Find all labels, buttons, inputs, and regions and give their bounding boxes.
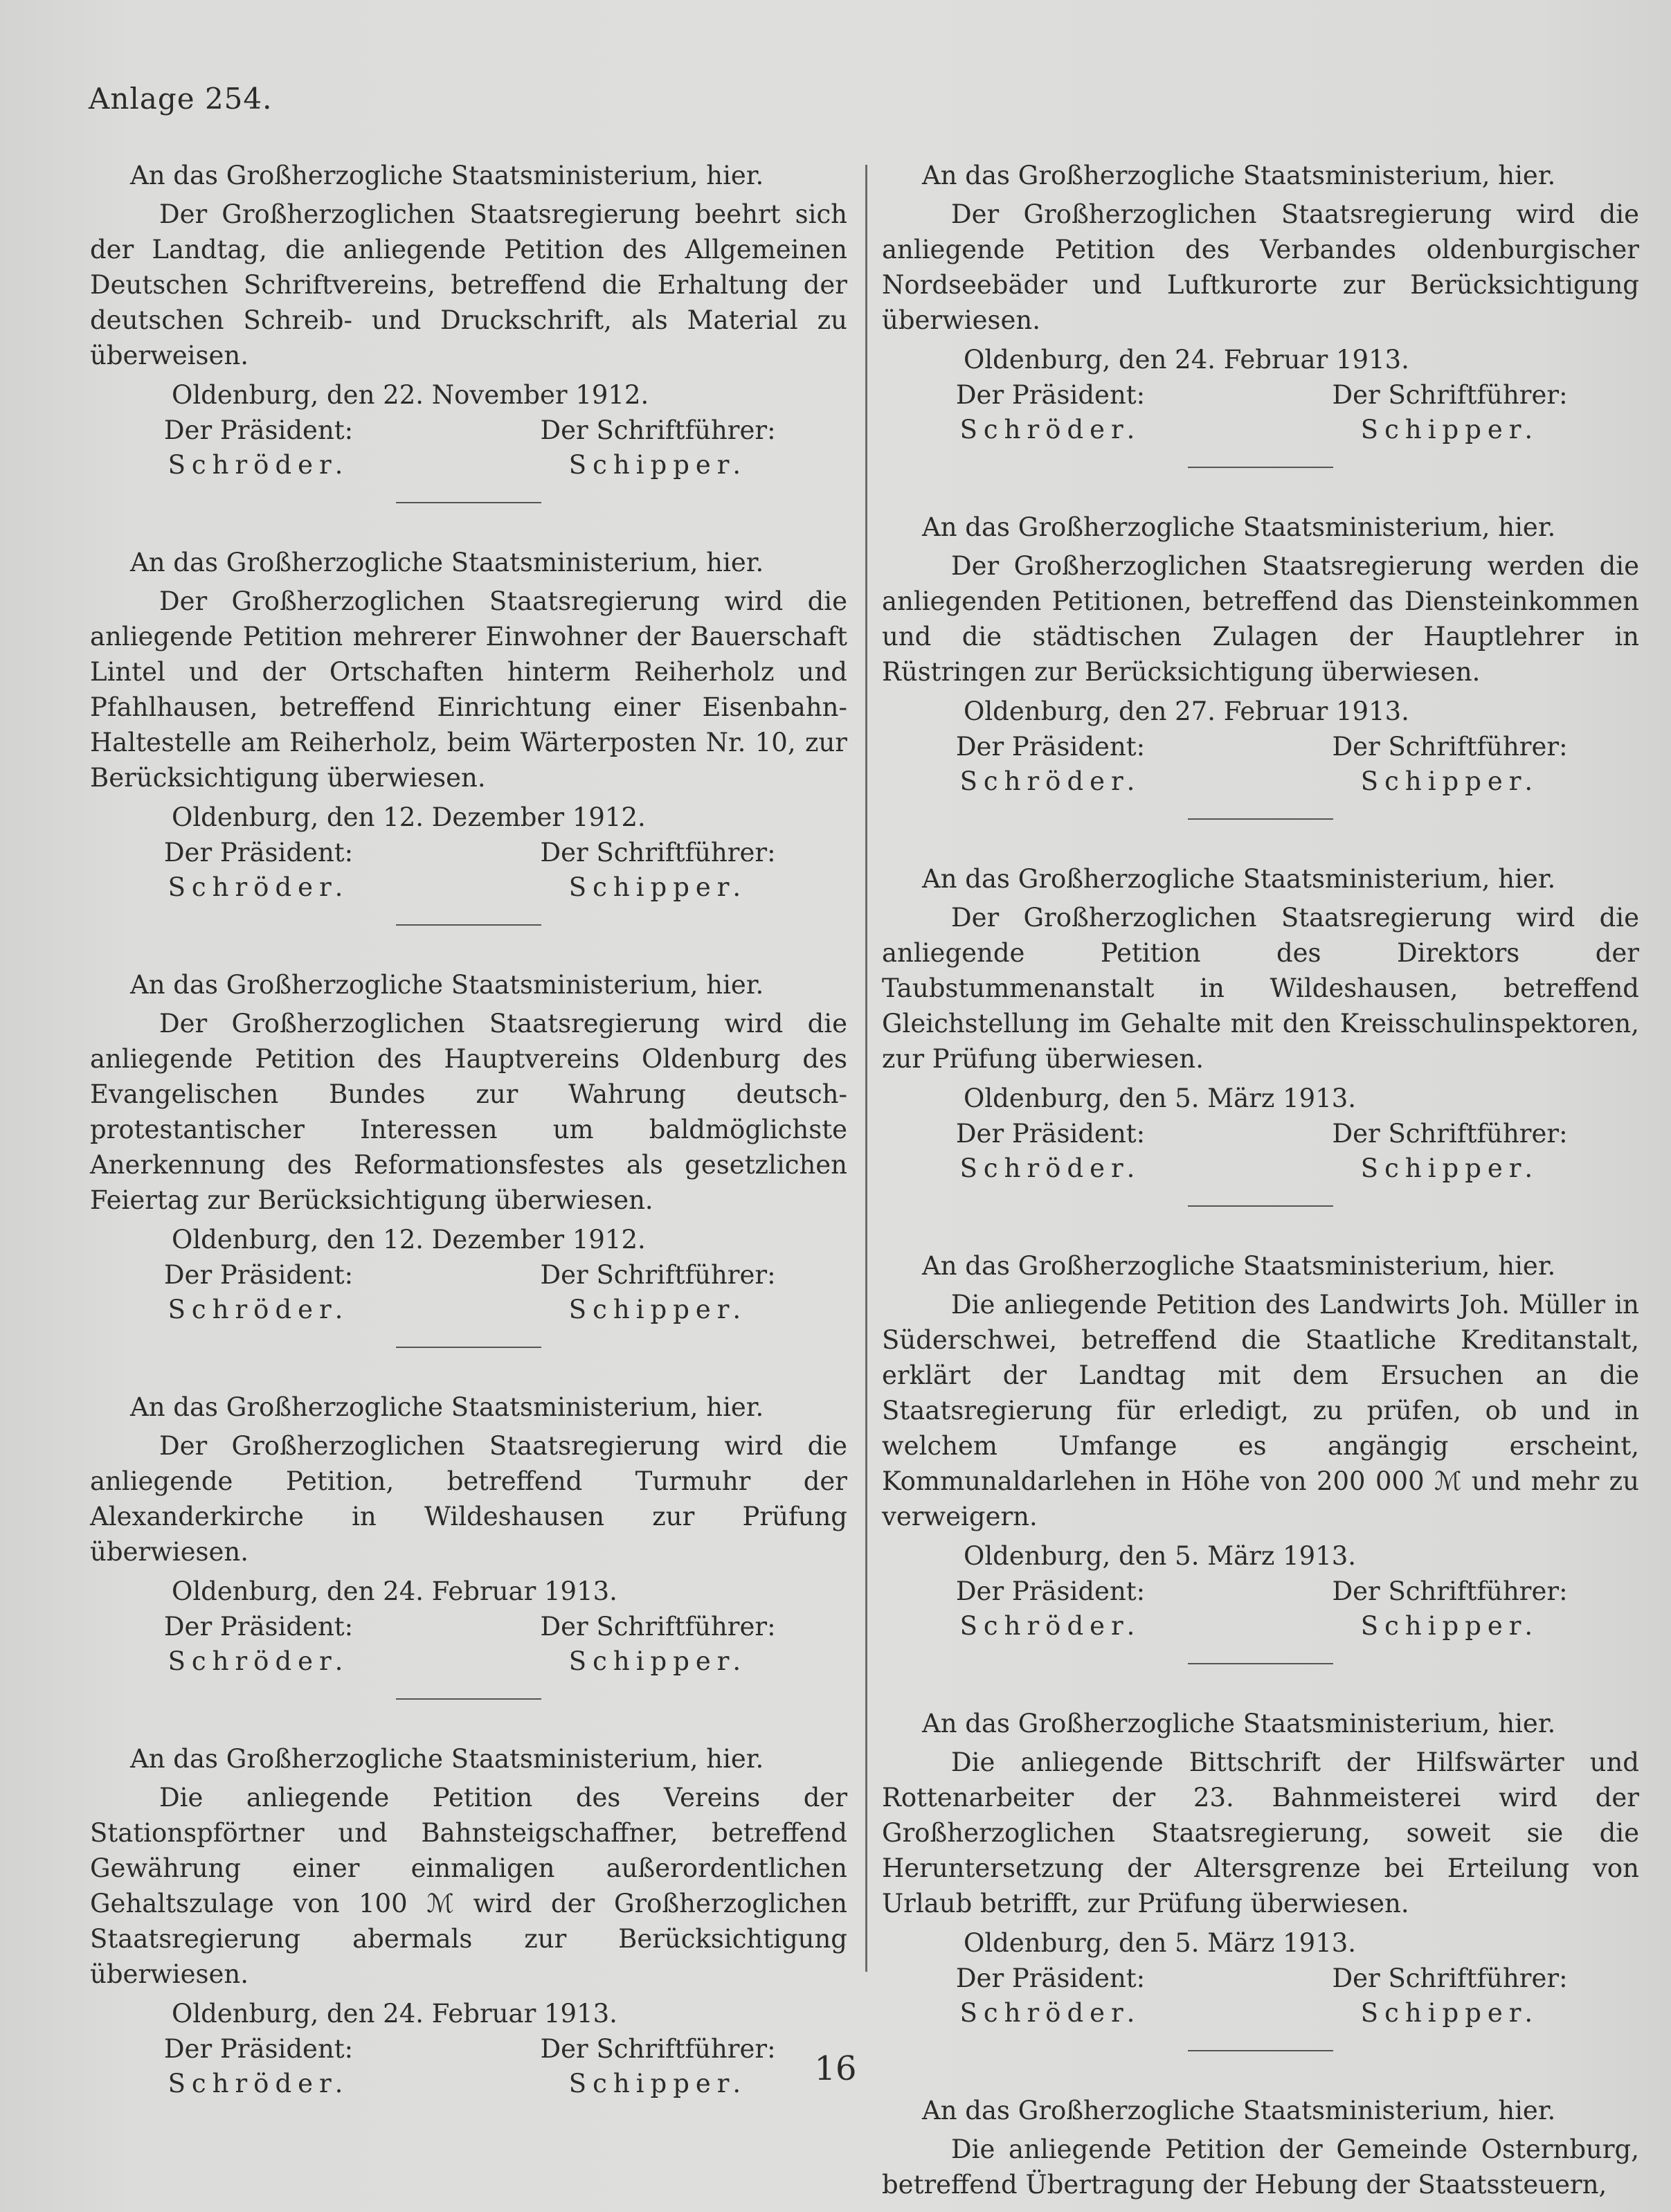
secretary-label: Der Schriftführer: xyxy=(1332,1963,1568,1993)
entry-date: Oldenburg, den 5. März 1913. xyxy=(964,1083,1357,1113)
entry-date: Oldenburg, den 5. März 1913. xyxy=(964,1541,1357,1571)
entry-date: Oldenburg, den 12. Dezember 1912. xyxy=(172,802,646,832)
signature-block xyxy=(882,1574,1639,1644)
secretary-label: Der Schriftführer: xyxy=(1332,1576,1568,1606)
entry-body: Die anliegende Petition des Landwirts Joh. Müller in Süderschwei, betreffend die Staatliche Kreditanstalt, erklärt der Landtag mit dem Ersuchen an die Staatsregierung für erledigt, zu prüfen, ob und in welchem Umfange es angängig erscheint, Kommunaldarlehen in Höhe von 200 000 ℳ und mehr zu verweigern. xyxy=(882,1290,1639,1531)
secretary-name: Schipper. xyxy=(1360,1611,1539,1641)
signature-block xyxy=(882,1117,1639,1186)
petition-entry xyxy=(882,1706,1639,2051)
entry-date: Oldenburg, den 24. Februar 1913. xyxy=(964,345,1409,375)
entry-separator xyxy=(396,1698,541,1700)
president-label: Der Präsident: xyxy=(163,1612,354,1642)
entry-body: Die anliegende Petition des Vereins der Stationspförtner und Bahnsteigschaffner, betreffend Gewährung einer einmaligen außerordentlichen Gehaltszulage von 100 ℳ wird der Großherzoglichen Staatsregierung abermals zur Berücksichtigung überwiesen. xyxy=(90,1783,847,1989)
entry-heading: An das Großherzogliche Staatsministerium, hier. xyxy=(922,512,1556,542)
president-label: Der Präsident: xyxy=(955,732,1146,762)
president-name: Schröder. xyxy=(168,1295,350,1324)
entry-heading: An das Großherzogliche Staatsministerium, hier. xyxy=(922,864,1556,894)
secretary-name: Schipper. xyxy=(1360,415,1539,444)
president-label: Der Präsident: xyxy=(955,1119,1146,1149)
secretary-name: Schipper. xyxy=(1360,1998,1539,2028)
column-divider xyxy=(865,165,867,1972)
secretary-name: Schipper. xyxy=(568,1646,748,1676)
president-signature xyxy=(882,1961,1261,2031)
annex-label: Anlage 254. xyxy=(89,82,273,116)
president-signature xyxy=(90,1610,469,1679)
petition-entry xyxy=(90,1390,847,1700)
signature-block xyxy=(90,836,847,905)
entry-heading: An das Großherzogliche Staatsministerium, hier. xyxy=(130,1744,764,1774)
entry-separator xyxy=(396,502,541,503)
president-label: Der Präsident: xyxy=(955,1963,1146,1993)
left-column xyxy=(90,158,847,2101)
president-name: Schröder. xyxy=(959,1611,1141,1641)
signature-block xyxy=(882,730,1639,799)
entry-heading: An das Großherzogliche Staatsministerium, hier. xyxy=(922,1709,1556,1738)
petition-entry xyxy=(882,2093,1639,2202)
secretary-signature xyxy=(469,1258,847,1327)
secretary-name: Schipper. xyxy=(568,450,748,480)
president-signature xyxy=(882,730,1261,799)
entry-heading: An das Großherzogliche Staatsministerium, hier. xyxy=(130,970,764,1000)
president-name: Schröder. xyxy=(168,450,350,480)
entry-date: Oldenburg, den 22. November 1912. xyxy=(172,380,649,410)
secretary-name: Schipper. xyxy=(568,872,748,902)
petition-entry xyxy=(882,861,1639,1207)
entry-heading: An das Großherzogliche Staatsministerium, hier. xyxy=(922,161,1556,190)
entry-heading: An das Großherzogliche Staatsministerium, hier. xyxy=(922,2096,1556,2125)
entry-date: Oldenburg, den 24. Februar 1913. xyxy=(172,1576,617,1606)
entry-separator xyxy=(396,1347,541,1348)
president-signature xyxy=(90,413,469,483)
president-name: Schröder. xyxy=(959,415,1141,444)
secretary-signature xyxy=(469,836,847,905)
entry-body: Der Großherzoglichen Staatsregierung beehrt sich der Landtag, die anliegende Petition des Allgemeinen Deutschen Schriftvereins, betreffend die Erhaltung der deutschen Schreib- und Druckschrift, als Material zu überweisen. xyxy=(90,199,847,370)
secretary-label: Der Schriftführer: xyxy=(1332,1119,1568,1149)
secretary-signature xyxy=(469,413,847,483)
president-label: Der Präsident: xyxy=(955,1576,1146,1606)
secretary-label: Der Schriftführer: xyxy=(540,838,776,867)
secretary-signature xyxy=(1261,378,1639,447)
signature-block xyxy=(90,1610,847,1679)
entry-body: Die anliegende Bittschrift der Hilfswärter und Rottenarbeiter der 23. Bahnmeisterei wird der Großherzoglichen Staatsregierung, soweit sie die Heruntersetzung der Altersgrenze bei Erteilung von Urlaub betrifft, zur Prüfung überwiesen. xyxy=(882,1747,1639,1918)
entry-date: Oldenburg, den 5. März 1913. xyxy=(964,1928,1357,1958)
petition-entry xyxy=(90,967,847,1348)
right-column xyxy=(882,158,1639,2202)
entry-body: Die anliegende Petition der Gemeinde Osternburg, betreffend Übertragung der Hebung der Staatssteuern, xyxy=(882,2134,1639,2200)
secretary-name: Schipper. xyxy=(568,1295,748,1324)
president-name: Schröder. xyxy=(959,1153,1141,1183)
entry-separator xyxy=(1188,1663,1333,1664)
secretary-signature xyxy=(469,1610,847,1679)
entry-body: Der Großherzoglichen Staatsregierung wird die anliegende Petition, betreffend Turmuhr der Alexanderkirche in Wildeshausen zur Prüfung überwiesen. xyxy=(90,1431,847,1567)
petition-entry xyxy=(882,1248,1639,1664)
president-label: Der Präsident: xyxy=(163,2034,354,2064)
president-label: Der Präsident: xyxy=(163,415,354,445)
secretary-label: Der Schriftführer: xyxy=(1332,732,1568,762)
president-label: Der Präsident: xyxy=(163,838,354,867)
entry-heading: An das Großherzogliche Staatsministerium, hier. xyxy=(130,1392,764,1422)
entry-body: Der Großherzoglichen Staatsregierung wird die anliegende Petition des Direktors der Taubstummenanstalt in Wildeshausen, betreffend Gleichstellung im Gehalte mit den Kreisschulinspektoren, zur Prüfung überwiesen. xyxy=(882,903,1639,1074)
signature-block xyxy=(882,378,1639,447)
secretary-signature xyxy=(1261,730,1639,799)
entry-body: Der Großherzoglichen Staatsregierung wird die anliegende Petition des Hauptvereins Oldenburg des Evangelischen Bundes zur Wahrung deutsch-protestantischer Interessen um baldmöglichste Anerkennung des Reformationsfestes als gesetzlichen Feiertag zur Berücksichtigung überwiesen. xyxy=(90,1009,847,1215)
petition-entry xyxy=(882,158,1639,468)
signature-block xyxy=(882,1961,1639,2031)
entry-separator xyxy=(1188,1205,1333,1207)
secretary-label: Der Schriftführer: xyxy=(540,1260,776,1290)
president-name: Schröder. xyxy=(168,1646,350,1676)
president-signature xyxy=(882,1574,1261,1644)
secretary-name: Schipper. xyxy=(568,2069,748,2098)
president-signature xyxy=(90,836,469,905)
page-number: 16 xyxy=(814,2049,857,2088)
entry-date: Oldenburg, den 27. Februar 1913. xyxy=(964,696,1409,726)
secretary-label: Der Schriftführer: xyxy=(540,2034,776,2064)
petition-entry xyxy=(90,1741,847,2101)
signature-block xyxy=(90,1258,847,1327)
entry-body: Der Großherzoglichen Staatsregierung werden die anliegenden Petitionen, betreffend das Diensteinkommen und die städtischen Zulagen der Hauptlehrer in Rüstringen zur Berücksichtigung überwiesen. xyxy=(882,551,1639,687)
president-signature xyxy=(90,1258,469,1327)
secretary-label: Der Schriftführer: xyxy=(540,415,776,445)
petition-entry xyxy=(882,510,1639,820)
secretary-signature xyxy=(1261,1117,1639,1186)
president-label: Der Präsident: xyxy=(955,380,1146,410)
entry-body: Der Großherzoglichen Staatsregierung wird die anliegende Petition mehrerer Einwohner der Bauerschaft Lintel und der Ortschaften hinterm Reiherholz und Pfahlhausen, betreffend Einrichtung einer Eisenbahn-Haltestelle am Reiherholz, beim Wärterposten Nr. 10, zur Berücksichtigung überwiesen. xyxy=(90,586,847,793)
entry-heading: An das Großherzogliche Staatsministerium, hier. xyxy=(922,1251,1556,1281)
president-name: Schröder. xyxy=(168,872,350,902)
president-name: Schröder. xyxy=(959,1998,1141,2028)
entry-separator xyxy=(396,924,541,926)
president-name: Schröder. xyxy=(168,2069,350,2098)
secretary-name: Schipper. xyxy=(1360,1153,1539,1183)
petition-entry xyxy=(90,545,847,926)
entry-heading: An das Großherzogliche Staatsministerium, hier. xyxy=(130,161,764,190)
president-signature xyxy=(882,1117,1261,1186)
signature-block xyxy=(90,413,847,483)
secretary-name: Schipper. xyxy=(1360,766,1539,796)
secretary-signature xyxy=(1261,1961,1639,2031)
president-name: Schröder. xyxy=(959,766,1141,796)
entry-body: Der Großherzoglichen Staatsregierung wird die anliegende Petition des Verbandes oldenburgischer Nordseebäder und Luftkurorte zur Berücksichtigung überwiesen. xyxy=(882,199,1639,335)
secretary-label: Der Schriftführer: xyxy=(540,1612,776,1642)
entry-date: Oldenburg, den 24. Februar 1913. xyxy=(172,1999,617,2029)
president-label: Der Präsident: xyxy=(163,1260,354,1290)
secretary-signature xyxy=(1261,1574,1639,1644)
entry-date: Oldenburg, den 12. Dezember 1912. xyxy=(172,1225,646,1255)
president-signature xyxy=(882,378,1261,447)
entry-separator xyxy=(1188,818,1333,820)
secretary-label: Der Schriftführer: xyxy=(1332,380,1568,410)
entry-separator xyxy=(1188,467,1333,468)
entry-heading: An das Großherzogliche Staatsministerium, hier. xyxy=(130,548,764,577)
petition-entry xyxy=(90,158,847,503)
